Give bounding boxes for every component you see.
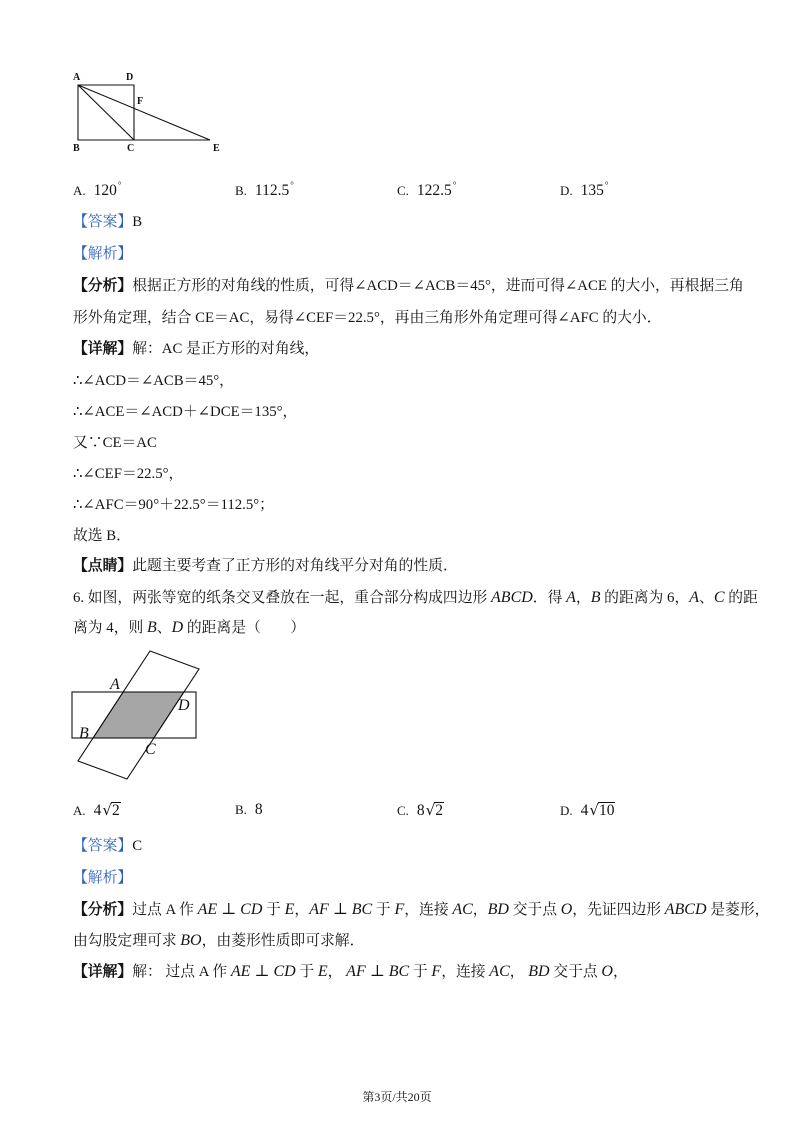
text-run: 6. 如图，两张等宽的纸条交叉叠放在一起，重合部分构成四边形	[73, 590, 492, 606]
option-value	[255, 182, 294, 199]
radical-sign: √	[589, 801, 599, 819]
q5-option-d	[560, 174, 609, 199]
math-text: ABCD	[664, 901, 707, 918]
radicand: 10	[598, 802, 615, 819]
math-text: F	[394, 901, 405, 918]
text-run: 又∵CE＝AC	[73, 435, 157, 451]
math-text: A	[566, 589, 576, 606]
q6-analysis-line-1	[73, 899, 769, 921]
math-text: E	[284, 901, 295, 918]
text-run: ，由菱形性质即可求解．	[201, 933, 365, 949]
text-run: ∴∠CEF＝22.5°，	[73, 466, 184, 482]
text-run: 120	[93, 182, 117, 199]
q5-option-b	[235, 174, 294, 199]
q6-option-a	[73, 799, 121, 821]
math-text: AE ⊥ CD	[197, 901, 263, 918]
label-c: C	[145, 741, 156, 758]
radicand: 2	[111, 802, 120, 819]
q6-option-c	[397, 799, 444, 821]
text-run: 离为 4，则	[73, 620, 147, 636]
text-run: ，	[294, 902, 310, 918]
text-run: 8	[416, 802, 425, 819]
q5-detail-line-5	[73, 463, 183, 485]
text-run: 8	[254, 801, 263, 818]
option-value	[581, 802, 616, 819]
q5-option-a	[73, 174, 122, 199]
option-letter: A.	[73, 183, 86, 198]
math-text: O	[601, 963, 613, 980]
radical-sign: √	[425, 801, 436, 819]
text-run: ∴∠AFC＝90°＋22.5°＝112.5°；	[73, 497, 274, 513]
label-c: C	[127, 143, 135, 154]
math-text: BO	[180, 932, 202, 949]
text-run: 、	[699, 590, 714, 606]
text-run: 于	[409, 964, 432, 980]
math-text: BD	[487, 901, 509, 918]
q6-explain-label	[73, 867, 132, 889]
text-run: C	[132, 838, 143, 854]
q5-option-c	[397, 174, 457, 199]
label-b: B	[79, 725, 89, 742]
q6-analysis-line-2	[73, 930, 364, 952]
text-run: 于	[262, 902, 285, 918]
math-text: E	[317, 963, 328, 980]
label-d: D	[178, 697, 190, 714]
label-f: F	[137, 96, 144, 107]
text-run: ，先证四边形	[572, 902, 665, 918]
math-text: AF ⊥ BC	[346, 963, 410, 980]
text-run: ，	[612, 964, 628, 980]
text-run: 交于点	[549, 964, 602, 980]
q6-detail-line-1	[73, 961, 628, 983]
math-text: B	[147, 619, 157, 636]
section-label: 【详解】	[73, 964, 133, 980]
text-run: 4	[93, 802, 102, 819]
text-run: B	[132, 214, 143, 230]
q5-detail-line-1	[73, 338, 319, 360]
rhombus-abcd-shaded	[93, 692, 184, 738]
label-a: A	[110, 676, 120, 693]
option-value	[255, 801, 263, 818]
math-text: B	[590, 589, 601, 606]
text-run: 的距	[724, 590, 758, 606]
option-value	[94, 182, 122, 199]
math-text: AC	[489, 963, 510, 980]
q5-detail-line-3	[73, 401, 297, 423]
degree-superscript: °	[604, 180, 609, 190]
q6-answer-line	[73, 835, 142, 857]
text-run: ，	[509, 964, 529, 980]
text-run: 故选 B．	[73, 528, 131, 544]
label-a: A	[73, 72, 81, 83]
option-letter: D.	[560, 183, 573, 198]
text-run: ∴∠ACE＝∠ACD＋∠DCE＝135°，	[73, 404, 298, 420]
text-run: 过点 A 作	[132, 902, 198, 918]
math-text: AF ⊥ BC	[309, 901, 373, 918]
math-text: D	[171, 619, 184, 636]
section-label: 【分析】	[73, 902, 133, 918]
page-number: 第3页/共20页	[362, 1090, 432, 1104]
section-label: 【答案】	[73, 838, 133, 854]
crossed-strips-figure	[65, 640, 210, 790]
text-run: 112.5	[254, 182, 290, 199]
option-value	[94, 802, 121, 819]
math-text: ABCD	[491, 589, 533, 606]
q5-detail-line-7	[73, 525, 131, 547]
q6-stem-line-2	[73, 617, 305, 639]
text-run: 于	[295, 964, 318, 980]
label-d: D	[126, 72, 134, 83]
radical-sign: √	[102, 801, 112, 819]
section-label: 【详解】	[73, 341, 133, 357]
text-run: 解：AC 是正方形的对角线，	[132, 341, 320, 357]
q5-detail-line-4	[73, 432, 157, 454]
q5-explain-label	[73, 243, 132, 265]
q5-comment-line	[73, 555, 458, 577]
text-run: 解： 过点 A 作	[132, 964, 231, 980]
text-run: 的距离为 6，	[600, 590, 690, 606]
label-e: E	[213, 143, 220, 154]
diagonal-ac	[78, 85, 134, 140]
line-ae	[78, 85, 210, 140]
q5-detail-line-2	[73, 370, 234, 392]
degree-superscript: °	[117, 180, 122, 190]
option-letter: B.	[235, 802, 247, 817]
math-text: C	[713, 589, 725, 606]
text-run: 此题主要考查了正方形的对角线平分对角的性质．	[132, 558, 458, 574]
section-label: 【解析】	[73, 870, 133, 886]
label-b: B	[73, 143, 80, 154]
q5-analysis-line-2	[73, 307, 662, 329]
math-text: O	[560, 901, 573, 918]
option-value	[581, 182, 609, 199]
q6-option-d	[560, 799, 615, 821]
text-run: 是菱形，	[706, 902, 770, 918]
section-label: 【点睛】	[73, 558, 133, 574]
option-letter: D.	[560, 803, 573, 818]
text-run: 于	[372, 902, 395, 918]
text-run: 122.5	[416, 182, 452, 199]
q6-option-b	[235, 799, 263, 821]
option-value	[417, 182, 456, 199]
text-run: ，	[472, 902, 488, 918]
text-run: ，	[327, 964, 347, 980]
option-letter: A.	[73, 803, 86, 818]
math-text: BD	[528, 963, 550, 980]
text-run: 由勾股定理可求	[73, 933, 181, 949]
option-letter: B.	[235, 183, 247, 198]
degree-superscript: °	[452, 180, 457, 190]
text-run: ，连接	[441, 964, 490, 980]
q6-stem-line-1	[73, 587, 758, 609]
text-run: 形外角定理，结合 CE＝AC，易得∠CEF＝22.5°，再由三角形外角定理可得∠AFC 的大小．	[73, 310, 662, 326]
math-text: A	[689, 589, 700, 606]
math-text: AE ⊥ CD	[230, 963, 296, 980]
q5-detail-line-6	[73, 494, 274, 516]
text-run: 135	[580, 182, 604, 199]
square-figure	[60, 65, 230, 160]
text-run: ，	[575, 590, 591, 606]
option-letter: C.	[397, 183, 409, 198]
text-run: 的距离是（ ）	[183, 620, 306, 636]
q5-analysis-line-1	[73, 275, 744, 297]
option-value	[417, 802, 444, 819]
radicand: 2	[435, 802, 443, 819]
text-run: 4	[580, 802, 589, 819]
section-label: 【答案】	[73, 214, 133, 230]
section-label: 【分析】	[73, 278, 133, 294]
q5-answer-line	[73, 211, 142, 233]
degree-superscript: °	[290, 180, 294, 190]
text-run: 、	[156, 620, 172, 636]
option-letter: C.	[397, 803, 409, 818]
math-text: F	[431, 963, 442, 980]
text-run: ，连接	[404, 902, 453, 918]
text-run: ∴∠ACD＝∠ACB＝45°，	[73, 373, 234, 389]
math-text: AC	[452, 901, 473, 918]
text-run: ．得	[532, 590, 567, 606]
section-label: 【解析】	[73, 246, 133, 262]
text-run: 交于点	[508, 902, 561, 918]
text-run: 根据正方形的对角线的性质，可得∠ACD＝∠ACB＝45°，进而可得∠ACE 的大小，再根据三角	[132, 278, 744, 294]
